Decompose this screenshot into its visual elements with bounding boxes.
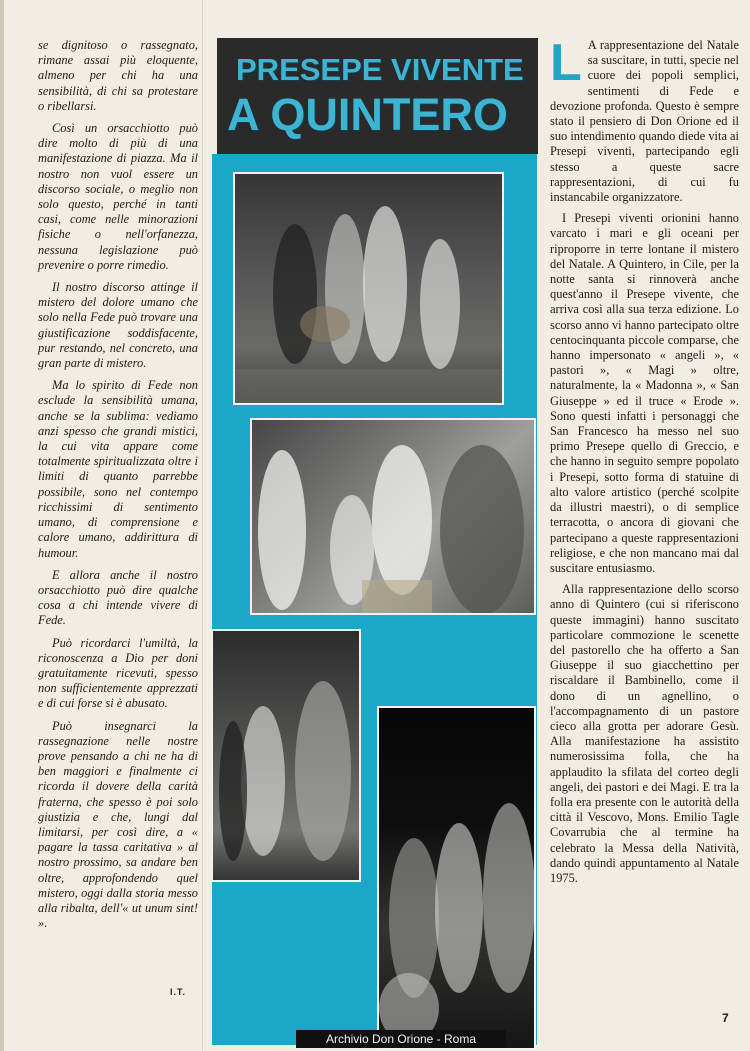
left-paragraph-2: Così un orsacchiotto può dire molto di più di una manifestazione di piazza. Ma il nostro non vuol essere un discorso sociale, o meglio non solo questo, perché in tanti casi, come nelle minorazioni fisiche o nell'orfanezza, nessuna legislazione può prevenire o porre rimedio. [38, 121, 198, 272]
page-edge [0, 0, 4, 1051]
left-column [38, 38, 198, 931]
left-paragraph-1: se dignitoso o rassegnato, rimane assai più eloquente, almeno per chi ha una sensibilità, di chi sa protestare o ribellarsi. [38, 38, 198, 113]
shepherds-procession-photo [233, 172, 504, 405]
right-paragraph-1-text: A rappresentazione del Natale sa suscitare, in tutti, specie nel cuore dei popoli semplici, sentimenti di Fede e devozione profonda. Questo è sempre stato il pensiero di Don Orione ed il suo intendimento quando diede vita ai Presepi viventi, partecipando egli stesso a queste sacre rappresentazioni, di cui fu instancabile organizzatore. [550, 38, 739, 205]
shepherds-procession-icon [235, 174, 502, 403]
child-shepherds-icon [213, 631, 359, 880]
right-paragraph-1 [550, 34, 739, 205]
dropcap-letter: L [550, 34, 582, 92]
title-box [217, 38, 538, 154]
author-signature: I.T. [170, 987, 187, 997]
left-paragraph-5: E allora anche il nostro orsacchiotto può dire qualche cosa a chi intende vivere di Fede. [38, 567, 198, 628]
left-paragraph-3: Il nostro discorso attinge il mistero del dolore umano che solo nella Fede può trovare una giustificazione soddisfacente, pur restando, nel concreto, una gran parte di mistero. [38, 280, 198, 371]
right-paragraph-2: I Presepi viventi orionini hanno varcato i mari e gli oceani per riproporre in terre lontane il mistero del Natale. A Quintero, in Cile, per la notte santa si rinnoverà anche quest'anno il Presepe vivente, che arriva così alla sua terza edizione. Lo scorso anno vi hanno partecipato oltre centocinquanta piccole comparse, che hanno impersonato « angeli », « pastori », « Magi » oltre, naturalmente, la « Madonna », « San Giuseppe » ed il truce « Erode ». Sono questi infatti i personaggi che San Francesco ha messo nel suo primo Presepe quello di Greccio, e che hanno in seguito sempre popolato i Presepi, sotto forma di statuine di alto valore artistico (perché scolpite da illustri maestri), o di semplice terracotta, o ancora di giovani che partecipano a queste rappresentazioni religiose, e che non mancano mai dal suscitare entusiasmo. [550, 211, 739, 575]
page-number: 7 [722, 1011, 729, 1025]
left-paragraph-6: Può ricordarci l'umiltà, la riconoscenza a Dio per doni gratuitamente ricevuti, spesso non sufficientemente apprezzati e di cui forse si è abusato. [38, 635, 198, 711]
title-line-2: A QUINTERO [227, 89, 508, 140]
right-column [550, 34, 739, 886]
left-paragraph-7: Può insegnarci la rassegnazione nelle nostre prove pensando a chi ne ha di ben maggiori e finalmente ci ricorda il dovere della carità fraterna, che spesso è poi solo giustizia e che, lungi dal limitarsi, per così dire, a « pagare la tassa caritativa » al nostro prossimo, sa andare ben oltre, approfondendo quel mistero, oggi dalla storia messo alla ribalta, dell'« ut unum sint! ». [38, 718, 198, 931]
angels-madonna-icon [252, 420, 534, 613]
night-shepherds-icon [379, 708, 534, 1048]
right-paragraph-3: Alla rappresentazione dello scorso anno di Quintero (cui si riferiscono queste immagini) hanno suscitato particolare commozione le scenette del pastorello che ha offerto a San Giuseppe il suo giacchettino per riscaldare il Bambinello, come il dono di un agnellino, o l'accompagnamento di un pastore cieco alla grotta per adorare Gesù. Alla manifestazione ha assistito numerosissima folla, che ha applaudito la sfilata del corteo degli angeli, dei pastori e dei Magi. E tra la folla era presente con le autorità della città il Vescovo, Mons. Emilio Tagle Covarrubia che al termine ha celebrato la Messa della Natività, dando quindi appuntamento al Natale 1975. [550, 582, 739, 885]
left-paragraph-4: Ma lo spirito di Fede non esclude la sensibilità umana, anche se la sublima: vediamo anzi spesso che grandi mistici, la cui vita appare come totalmente spiritualizzata oltre i limiti di quanto parrebbe possibile, sono nel contempo ricchissimi di sentimento umano, di comprensione e calore umano, addirittura di humour. [38, 378, 198, 560]
night-shepherds-photo [377, 706, 536, 1050]
child-shepherds-photo [211, 629, 361, 882]
angels-madonna-photo [250, 418, 536, 615]
archive-label: Archivio Don Orione - Roma [296, 1030, 506, 1048]
column-divider [202, 0, 203, 1051]
title-line-1: PRESEPE VIVENTE [236, 52, 524, 87]
